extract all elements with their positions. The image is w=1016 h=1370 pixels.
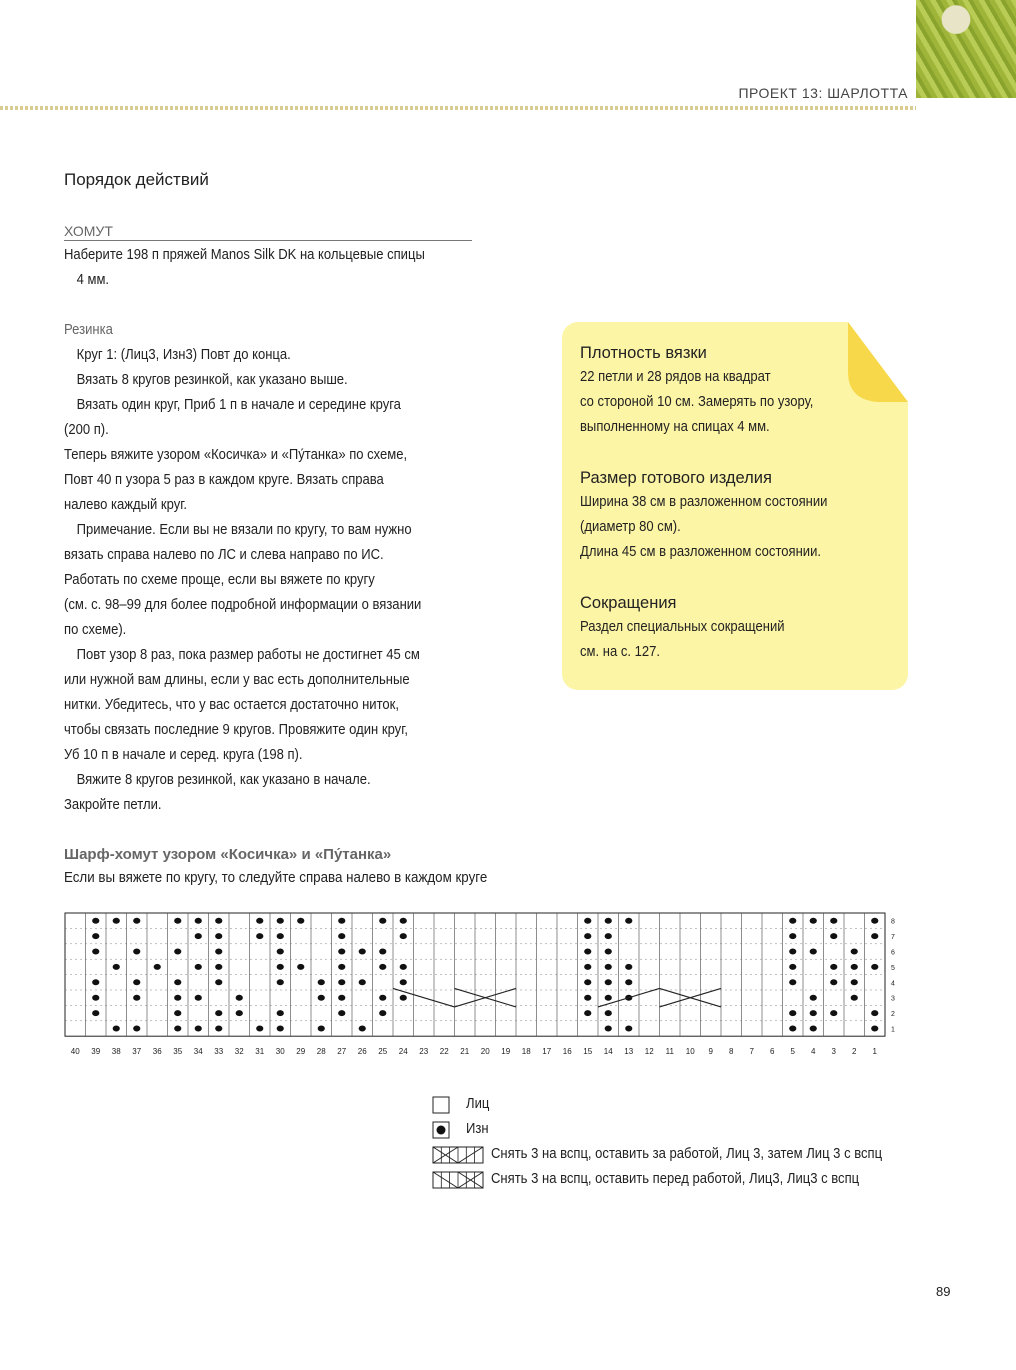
purl-stitch-dot [338, 1010, 345, 1016]
column-label: 26 [357, 1047, 367, 1055]
purl-stitch-dot [871, 964, 878, 970]
purl-stitch-dot [605, 979, 612, 985]
column-label: 19 [501, 1047, 511, 1055]
purl-stitch-dot [133, 1026, 140, 1032]
purl-stitch-dot [133, 995, 140, 1001]
column-label: 23 [419, 1047, 429, 1055]
purl-stitch-dot [113, 964, 120, 970]
purl-stitch-dot [605, 918, 612, 924]
gauge-line: со стороной 10 см. Замерять по узору, [580, 394, 814, 410]
purl-stitch-dot [851, 949, 858, 955]
purl-stitch-dot [851, 964, 858, 970]
instruction-line: Вязать один круг, Приб 1 п в начале и середине круга [76, 397, 401, 413]
purl-dot-icon [432, 1121, 450, 1139]
instruction-line: налево каждый круг. [64, 497, 188, 513]
purl-stitch-dot [338, 949, 345, 955]
purl-stitch-dot [338, 933, 345, 939]
rib-instructions [64, 318, 433, 818]
purl-stitch-dot [789, 949, 796, 955]
column-label: 14 [603, 1047, 613, 1055]
purl-stitch-dot [605, 964, 612, 970]
purl-stitch-dot [195, 918, 202, 924]
purl-stitch-dot [297, 964, 304, 970]
purl-stitch-dot [400, 964, 407, 970]
rib-label: Резинка [64, 322, 113, 338]
purl-stitch-dot [92, 1010, 99, 1016]
purl-stitch-dot [584, 949, 591, 955]
column-label: 3 [831, 1047, 836, 1055]
instruction-line: Круг 1: (Лиц3, Изн3) Повт до конца. [76, 347, 291, 363]
purl-stitch-dot [810, 995, 817, 1001]
instruction-line: Теперь вяжите узором «Косичка» и «Пу́танка» по схеме, [64, 447, 408, 463]
purl-stitch-dot [605, 995, 612, 1001]
purl-stitch-dot [277, 1026, 284, 1032]
column-label: 22 [439, 1047, 449, 1055]
instruction-line: Уб 10 п в начале и серед. круга (198 п). [64, 747, 303, 763]
size-line: (диаметр 80 см). [580, 519, 681, 535]
purl-stitch-dot [174, 949, 181, 955]
instruction-line: Повт узор 8 раз, пока размер работы не достигнет 45 см [76, 647, 420, 663]
purl-stitch-dot [215, 964, 222, 970]
instruction-line: Примечание. Если вы не вязали по кругу, то вам нужно [76, 522, 412, 538]
purl-stitch-dot [297, 918, 304, 924]
purl-stitch-dot [174, 918, 181, 924]
purl-stitch-dot [133, 918, 140, 924]
purl-stitch-dot [789, 964, 796, 970]
row-label: 5 [891, 964, 895, 972]
purl-stitch-dot [851, 979, 858, 985]
column-label: 18 [521, 1047, 531, 1055]
purl-stitch-dot [379, 918, 386, 924]
purl-stitch-dot [133, 979, 140, 985]
purl-stitch-dot [195, 995, 202, 1001]
purl-stitch-dot [133, 949, 140, 955]
purl-stitch-dot [810, 1010, 817, 1016]
legend-label: Снять 3 на вспц, оставить за работой, Лиц 3, затем Лиц 3 с вспц [491, 1146, 883, 1162]
purl-stitch-dot [871, 918, 878, 924]
purl-stitch-dot [215, 1010, 222, 1016]
column-label: 11 [665, 1047, 674, 1055]
instruction-line: нитки. Убедитесь, что у вас остается достаточно ниток, [64, 697, 400, 713]
purl-stitch-dot [318, 995, 325, 1001]
purl-stitch-dot [871, 1010, 878, 1016]
purl-stitch-dot [338, 979, 345, 985]
purl-stitch-dot [277, 918, 284, 924]
column-label: 39 [91, 1047, 101, 1055]
purl-stitch-dot [605, 933, 612, 939]
column-label: 24 [398, 1047, 408, 1055]
column-label: 15 [583, 1047, 593, 1055]
cast-on-line: Наберите 198 п пряжей Manos Silk DK на кольцевые спицы [64, 247, 425, 263]
legend-label: Изн [466, 1121, 489, 1137]
purl-stitch-dot [830, 979, 837, 985]
purl-stitch-dot [195, 933, 202, 939]
column-label: 38 [111, 1047, 121, 1055]
chart-title: Шарф-хомут узором «Косичка» и «Пу́танка» [64, 846, 392, 863]
purl-stitch-dot [338, 964, 345, 970]
note-page-curl [848, 322, 908, 402]
purl-stitch-dot [379, 1010, 386, 1016]
column-label: 29 [296, 1047, 306, 1055]
size-block [580, 469, 920, 565]
gauge-title: Плотность вязки [580, 344, 707, 362]
instruction-line: (см. с. 98–99 для более подробной информации о вязании [64, 597, 422, 613]
purl-stitch-dot [584, 933, 591, 939]
purl-stitch-dot [400, 995, 407, 1001]
gauge-line: выполненному на спицах 4 мм. [580, 419, 770, 435]
purl-stitch-dot [236, 995, 243, 1001]
header-divider [0, 106, 916, 110]
purl-stitch-dot [318, 979, 325, 985]
cable-front-icon [432, 1171, 484, 1189]
purl-stitch-dot [92, 949, 99, 955]
purl-stitch-dot [215, 933, 222, 939]
purl-stitch-dot [584, 1010, 591, 1016]
purl-stitch-dot [584, 995, 591, 1001]
purl-stitch-dot [92, 995, 99, 1001]
purl-stitch-dot [625, 979, 632, 985]
purl-stitch-dot [789, 933, 796, 939]
column-label: 31 [255, 1047, 265, 1055]
purl-stitch-dot [605, 949, 612, 955]
column-label: 4 [811, 1047, 816, 1055]
purl-stitch-dot [195, 1026, 202, 1032]
column-label: 1 [872, 1047, 877, 1055]
column-label: 20 [480, 1047, 490, 1055]
instruction-line: или нужной вам длины, если у вас есть дополнительные [64, 672, 410, 688]
section-label: ХОМУТ [64, 223, 472, 241]
column-label: 35 [173, 1047, 183, 1055]
column-label: 32 [234, 1047, 244, 1055]
running-head: ПРОЕКТ 13: ШАРЛОТТА [738, 85, 908, 101]
size-line: Длина 45 см в разложенном состоянии. [580, 544, 822, 560]
purl-stitch-dot [810, 1026, 817, 1032]
instruction-line: Повт 40 п узора 5 раз в каждом круге. Вязать справа [64, 472, 384, 488]
column-label: 13 [624, 1047, 634, 1055]
purl-stitch-dot [236, 1010, 243, 1016]
legend-label: Лиц [466, 1096, 490, 1112]
purl-stitch-dot [851, 995, 858, 1001]
cast-on-line: 4 мм. [76, 272, 110, 288]
purl-stitch-dot [113, 918, 120, 924]
column-label: 27 [337, 1047, 347, 1055]
purl-stitch-dot [400, 918, 407, 924]
purl-stitch-dot [830, 933, 837, 939]
purl-stitch-dot [789, 918, 796, 924]
purl-stitch-dot [605, 1026, 612, 1032]
instruction-line: по схеме). [64, 622, 127, 638]
instruction-line: Вяжите 8 кругов резинкой, как указано в начале. [76, 772, 371, 788]
column-label: 21 [460, 1047, 470, 1055]
column-label: 40 [70, 1047, 80, 1055]
column-label: 17 [542, 1047, 552, 1055]
purl-stitch-dot [277, 933, 284, 939]
row-label: 7 [891, 934, 895, 942]
purl-stitch-dot [318, 1026, 325, 1032]
row-label: 1 [891, 1026, 895, 1034]
column-label: 36 [152, 1047, 162, 1055]
purl-stitch-dot [174, 1010, 181, 1016]
purl-stitch-dot [215, 918, 222, 924]
column-label: 5 [790, 1047, 795, 1055]
column-label: 7 [749, 1047, 754, 1055]
column-label: 2 [852, 1047, 857, 1055]
purl-stitch-dot [256, 1026, 263, 1032]
purl-stitch-dot [400, 979, 407, 985]
size-line: Ширина 38 см в разложенном состоянии [580, 494, 828, 510]
purl-stitch-dot [810, 949, 817, 955]
chart-subtitle: Если вы вяжете по кругу, то следуйте справа налево в каждом круге [64, 870, 488, 886]
purl-stitch-dot [154, 964, 161, 970]
row-label: 4 [891, 980, 895, 988]
row-label: 2 [891, 1011, 895, 1019]
cast-on-text [64, 243, 433, 293]
purl-stitch-dot [830, 964, 837, 970]
column-label: 6 [770, 1047, 775, 1055]
purl-stitch-dot [584, 964, 591, 970]
section-title: Порядок действий [64, 170, 209, 189]
purl-stitch-dot [215, 949, 222, 955]
column-label: 30 [275, 1047, 285, 1055]
purl-stitch-dot [256, 918, 263, 924]
purl-stitch-dot [379, 964, 386, 970]
purl-stitch-dot [789, 1026, 796, 1032]
cable-back-icon [432, 1146, 484, 1164]
column-label: 12 [644, 1047, 654, 1055]
purl-stitch-dot [871, 933, 878, 939]
purl-stitch-dot [277, 979, 284, 985]
abbr-line: см. на с. 127. [580, 644, 661, 660]
purl-stitch-dot [256, 933, 263, 939]
purl-stitch-dot [871, 1026, 878, 1032]
purl-stitch-dot [174, 979, 181, 985]
purl-stitch-dot [584, 979, 591, 985]
instruction-line: Закройте петли. [64, 797, 162, 813]
row-label: 8 [891, 918, 895, 926]
purl-stitch-dot [379, 995, 386, 1001]
purl-stitch-dot [789, 1010, 796, 1016]
instruction-line: (200 п). [64, 422, 109, 438]
purl-stitch-dot [215, 979, 222, 985]
purl-stitch-dot [789, 979, 796, 985]
purl-stitch-dot [174, 1026, 181, 1032]
purl-stitch-dot [277, 949, 284, 955]
purl-stitch-dot [605, 1010, 612, 1016]
purl-stitch-dot [830, 1010, 837, 1016]
instruction-line: чтобы связать последние 9 кругов. Провяжите один круг, [64, 722, 409, 738]
purl-stitch-dot [830, 918, 837, 924]
abbr-title: Сокращения [580, 594, 677, 612]
purl-stitch-dot [400, 933, 407, 939]
purl-stitch-dot [338, 995, 345, 1001]
column-label: 37 [132, 1047, 142, 1055]
purl-stitch-dot [359, 979, 366, 985]
purl-stitch-dot [92, 933, 99, 939]
purl-stitch-dot [277, 964, 284, 970]
purl-stitch-dot [379, 949, 386, 955]
purl-stitch-dot [277, 1010, 284, 1016]
column-label: 25 [378, 1047, 388, 1055]
instruction-line: вязать справа налево по ЛС и слева направо по ИС. [64, 547, 384, 563]
purl-stitch-dot [584, 918, 591, 924]
purl-stitch-dot [359, 949, 366, 955]
purl-stitch-dot [359, 1026, 366, 1032]
column-label: 33 [214, 1047, 224, 1055]
gauge-line: 22 петли и 28 рядов на квадрат [580, 369, 771, 385]
page-number: 89 [936, 1284, 951, 1299]
knitting-chart [60, 905, 910, 1055]
purl-stitch-dot [625, 964, 632, 970]
row-label: 6 [891, 949, 895, 957]
row-label: 3 [891, 995, 895, 1003]
purl-stitch-dot [810, 918, 817, 924]
size-title: Размер готового изделия [580, 469, 772, 487]
column-label: 9 [708, 1047, 713, 1055]
abbr-block [580, 594, 920, 665]
purl-stitch-dot [215, 1026, 222, 1032]
knit-square-icon [432, 1096, 450, 1114]
legend-label: Снять 3 на вспц, оставить перед работой, Лиц3, Лиц3 с вспц [491, 1171, 860, 1187]
column-label: 10 [685, 1047, 695, 1055]
purl-stitch-dot [174, 995, 181, 1001]
abbr-line: Раздел специальных сокращений [580, 619, 785, 635]
purl-stitch-dot [113, 1026, 120, 1032]
column-label: 16 [562, 1047, 572, 1055]
purl-stitch-dot [625, 1026, 632, 1032]
purl-stitch-dot [625, 918, 632, 924]
column-label: 28 [316, 1047, 326, 1055]
purl-stitch-dot [92, 918, 99, 924]
purl-stitch-dot [338, 918, 345, 924]
column-label: 34 [193, 1047, 203, 1055]
purl-stitch-dot [195, 964, 202, 970]
instruction-line: Вязать 8 кругов резинкой, как указано выше. [76, 372, 348, 388]
purl-stitch-dot [92, 979, 99, 985]
column-label: 8 [729, 1047, 734, 1055]
instruction-line: Работать по схеме проще, если вы вяжете по кругу [64, 572, 375, 588]
project-photo [916, 0, 1016, 98]
